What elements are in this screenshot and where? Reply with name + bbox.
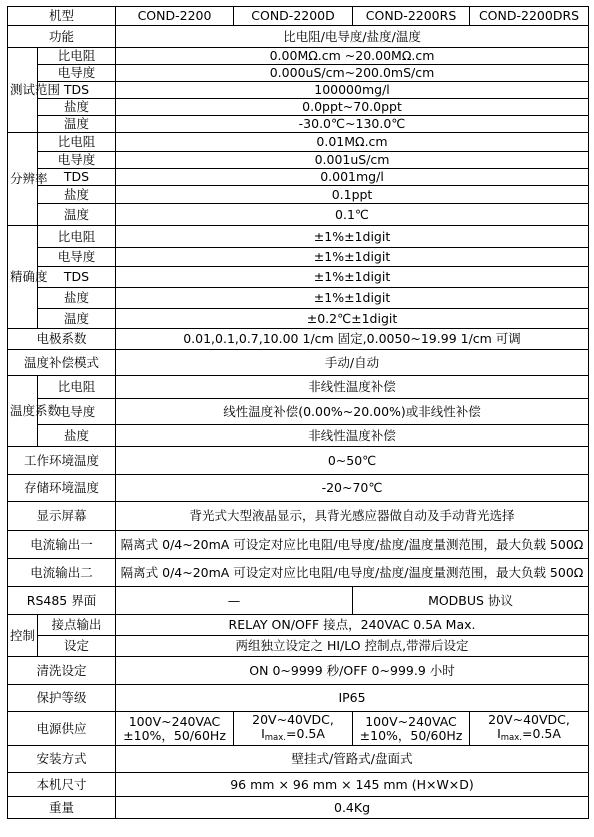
accuracy-group-label: 精确度 [8, 226, 38, 329]
range-label: 电导度 [38, 65, 116, 82]
resolution-value: 0.1℃ [116, 204, 589, 226]
rs485-none: — [116, 587, 353, 615]
protection-value: IP65 [116, 685, 589, 712]
power-ac-line2: ±10%，50/60Hz [123, 727, 226, 743]
display-row [8, 502, 589, 531]
protection-label: 保护等级 [8, 685, 116, 712]
display-value: 背光式大型液晶显示，具背光感应器做自动及手动背光选择 [116, 502, 589, 531]
rs485-label: RS485 界面 [8, 587, 116, 615]
control-value: RELAY ON/OFF 接点，240VAC 0.5A Max. [116, 615, 589, 636]
temp-coef-row [8, 425, 589, 447]
range-value: 0.00MΩ.cm ~20.00MΩ.cm [116, 48, 589, 65]
weight-value: 0.4Kg [116, 797, 589, 819]
range-group-label: 测试范围 [8, 48, 38, 133]
cleaning-label: 清洗设定 [8, 657, 116, 685]
temp-coef-label: 盐度 [38, 425, 116, 447]
control-label: 接点输出 [38, 615, 116, 636]
spec-table [7, 6, 589, 819]
resolution-row [8, 133, 589, 152]
range-value: 0.0ppt~70.0ppt [116, 99, 589, 116]
power-ac-cell [116, 712, 234, 746]
model-cond-2200drs: COND-2200DRS [470, 7, 589, 26]
work-temp-label: 工作环境温度 [8, 447, 116, 475]
temp-coef-label: 比电阻 [38, 376, 116, 399]
size-row [8, 773, 589, 797]
accuracy-label: 盐度 [38, 288, 116, 309]
resolution-value: 0.001mg/l [116, 169, 589, 186]
range-row [8, 48, 589, 65]
power-dc-cell [234, 712, 353, 746]
resolution-label: 电导度 [38, 152, 116, 169]
output1-value: 隔离式 0/4~20mA 可设定对应比电阻/电导度/盐度/温度量测范围，最大负载 500Ω [116, 531, 589, 559]
accuracy-row [8, 288, 589, 309]
cleaning-value: ON 0~9999 秒/OFF 0~999.9 小时 [116, 657, 589, 685]
function-label: 功能 [8, 26, 116, 48]
output2-row [8, 559, 589, 587]
range-label: 温度 [38, 116, 116, 133]
accuracy-value: ±1%±1digit [116, 248, 589, 267]
power-dc-cell [470, 712, 589, 746]
storage-temp-row [8, 475, 589, 502]
rs485-modbus: MODBUS 协议 [353, 587, 589, 615]
control-group-label: 控制 [8, 615, 38, 657]
resolution-row [8, 186, 589, 204]
temp-comp-mode-label: 温度补偿模式 [8, 350, 116, 376]
accuracy-row [8, 226, 589, 248]
temp-coef-row [8, 376, 589, 399]
control-row [8, 615, 589, 636]
power-ac-line2: ±10%，50/60Hz [359, 727, 463, 743]
power-dc-line2: $I_{max.}=0.5A$ [261, 725, 325, 743]
power-label: 电源供应 [8, 712, 116, 746]
resolution-label: 比电阻 [38, 133, 116, 152]
rs485-row [8, 587, 589, 615]
temp-coef-label: 电导度 [38, 399, 116, 425]
range-label: TDS [38, 82, 116, 99]
power-dc-line1: 20V~40VDC, [488, 711, 570, 727]
electrode-label: 电极系数 [8, 329, 116, 350]
model-label: 机型 [8, 7, 116, 26]
power-dc-line1: 20V~40VDC, [252, 711, 334, 727]
resolution-label: 盐度 [38, 186, 116, 204]
temp-coef-value: 线性温度补偿(0.00%~20.00%)或非线性补偿 [116, 399, 589, 425]
mounting-value: 壁挂式/管路式/盘面式 [116, 746, 589, 773]
resolution-row [8, 152, 589, 169]
resolution-row [8, 204, 589, 226]
range-row [8, 82, 589, 99]
resolution-value: 0.01MΩ.cm [116, 133, 589, 152]
storage-temp-label: 存储环境温度 [8, 475, 116, 502]
display-label: 显示屏幕 [8, 502, 116, 531]
range-label: 比电阻 [38, 48, 116, 65]
work-temp-row [8, 447, 589, 475]
output2-label: 电流输出二 [8, 559, 116, 587]
resolution-value: 0.1ppt [116, 186, 589, 204]
size-label: 本机尺寸 [8, 773, 116, 797]
control-value: 两组独立设定之 HI/LO 控制点,带滞后设定 [116, 636, 589, 657]
mounting-row [8, 746, 589, 773]
resolution-row [8, 169, 589, 186]
temp-coef-value: 非线性温度补偿 [116, 376, 589, 399]
model-cond-2200rs: COND-2200RS [353, 7, 470, 26]
function-row [8, 26, 589, 48]
resolution-group-label: 分辨率 [8, 133, 38, 226]
electrode-value: 0.01,0.1,0.7,10.00 1/cm 固定,0.0050~19.99 1/cm 可调 [116, 329, 589, 350]
temp-coef-group-label: 温度系数 [8, 376, 38, 447]
power-dc-line2: $I_{max.}=0.5A$ [497, 725, 561, 743]
resolution-label: TDS [38, 169, 116, 186]
function-value: 比电阻/电导度/盐度/温度 [116, 26, 589, 48]
control-label: 设定 [38, 636, 116, 657]
power-ac-cell [353, 712, 470, 746]
control-row [8, 636, 589, 657]
accuracy-value: ±1%±1digit [116, 267, 589, 288]
temp-coef-value: 非线性温度补偿 [116, 425, 589, 447]
range-label: 盐度 [38, 99, 116, 116]
range-value: -30.0℃~130.0℃ [116, 116, 589, 133]
weight-row [8, 797, 589, 819]
accuracy-label: 比电阻 [38, 226, 116, 248]
range-row [8, 65, 589, 82]
resolution-value: 0.001uS/cm [116, 152, 589, 169]
resolution-label: 温度 [38, 204, 116, 226]
power-ac-line1: 100V~240VAC [128, 713, 221, 729]
electrode-row [8, 329, 589, 350]
output1-label: 电流输出一 [8, 531, 116, 559]
accuracy-row [8, 267, 589, 288]
accuracy-value: ±0.2℃±1digit [116, 309, 589, 329]
accuracy-label: 电导度 [38, 248, 116, 267]
model-cond-2200: COND-2200 [116, 7, 234, 26]
range-value: 0.000uS/cm~200.0mS/cm [116, 65, 589, 82]
weight-label: 重量 [8, 797, 116, 819]
accuracy-value: ±1%±1digit [116, 288, 589, 309]
protection-row [8, 685, 589, 712]
output2-value: 隔离式 0/4~20mA 可设定对应比电阻/电导度/盐度/温度量测范围，最大负载 500Ω [116, 559, 589, 587]
size-value: 96 mm × 96 mm × 145 mm (H×W×D) [116, 773, 589, 797]
accuracy-value: ±1%±1digit [116, 226, 589, 248]
cleaning-row [8, 657, 589, 685]
accuracy-label: TDS [38, 267, 116, 288]
mounting-label: 安装方式 [8, 746, 116, 773]
model-cond-2200d: COND-2200D [234, 7, 353, 26]
work-temp-value: 0~50℃ [116, 447, 589, 475]
accuracy-label: 温度 [38, 309, 116, 329]
range-row [8, 116, 589, 133]
temp-comp-mode-row [8, 350, 589, 376]
range-row [8, 99, 589, 116]
power-ac-line1: 100V~240VAC [365, 713, 457, 729]
temp-coef-row [8, 399, 589, 425]
storage-temp-value: -20~70℃ [116, 475, 589, 502]
output1-row [8, 531, 589, 559]
power-row [8, 712, 589, 746]
header-row [8, 7, 589, 26]
range-value: 100000mg/l [116, 82, 589, 99]
accuracy-row [8, 309, 589, 329]
temp-comp-mode-value: 手动/自动 [116, 350, 589, 376]
accuracy-row [8, 248, 589, 267]
